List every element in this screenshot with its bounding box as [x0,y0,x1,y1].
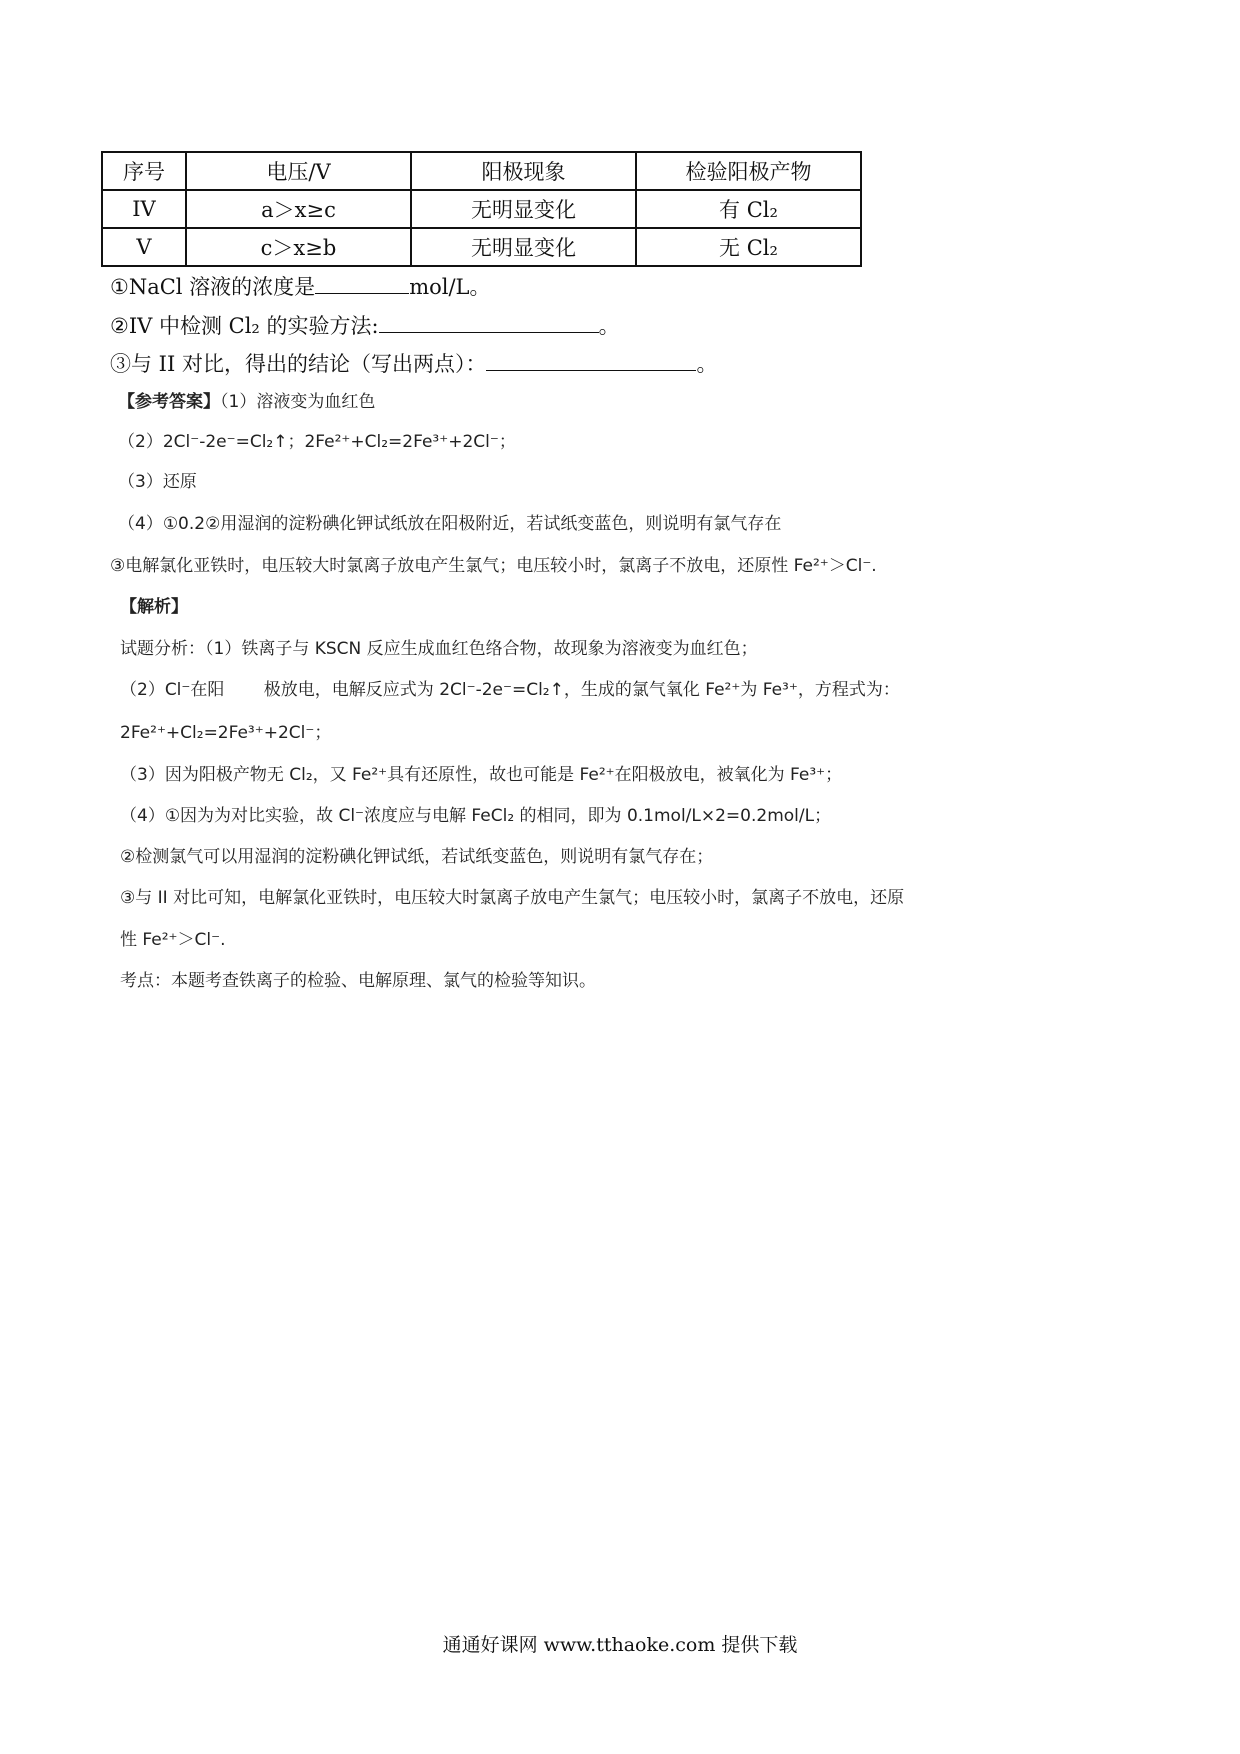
table-cell: IV [102,190,186,228]
answer-line-4: （4）①0.2②用湿润的淀粉碘化钾试纸放在阳极附近，若试纸变蓝色，则说明有氯气存在 [118,514,782,534]
question-2 [110,311,620,341]
question-1-text: ①NaCl 溶液的浓度是 [110,275,316,299]
answer-text: （1）溶液变为血红色 [220,392,376,412]
answer-blank [379,314,599,333]
analysis-line: （2）Cl⁻在阳 极放电，电解反应式为 2Cl⁻-2e⁻=Cl₂↑，生成的氯气氧化 Fe²⁺为 Fe³⁺，方程式为： [120,680,900,700]
answer-line-1 [118,389,375,415]
question-2-end: 。 [598,314,620,338]
question-3-end: 。 [696,352,718,376]
question-1 [110,272,490,302]
table-header-cell: 检验阳极产物 [636,152,861,190]
analysis-line: 2Fe²⁺+Cl₂=2Fe³⁺+2Cl⁻； [120,723,332,743]
question-3 [110,349,717,379]
analysis-line: ③与 II 对比可知，电解氯化亚铁时，电压较大时氯离子放电产生氯气；电压较小时，氯离子不放电，还原 [120,888,905,908]
table-cell: 无明显变化 [411,190,636,228]
answer-line-3: （3）还原 [118,472,197,492]
analysis-line: 试题分析：（1）铁离子与 KSCN 反应生成血红色络合物，故现象为溶液变为血红色； [120,639,758,659]
table-cell: c＞x≥b [186,228,411,266]
analysis-line: （3）因为阳极产物无 Cl₂，又 Fe²⁺具有还原性，故也可能是 Fe²⁺在阳极放电，被氧化为 Fe³⁺； [120,765,843,785]
answer-blank [486,352,696,371]
table-cell: 有 Cl₂ [636,190,861,228]
table-cell: 无明显变化 [411,228,636,266]
answer-blank [315,275,409,294]
footer-credit: 通通好课网 www.tthaoke.com 提供下载 [442,1634,798,1656]
analysis-heading: 【解析】 [120,597,188,617]
experiment-table [101,151,862,267]
table-header-cell: 电压/V [186,152,411,190]
table-header-row [102,152,861,190]
table-header-cell: 序号 [102,152,186,190]
question-2-text: ②IV 中检测 Cl₂ 的实验方法: [110,314,379,338]
question-1-unit: mol/L。 [409,275,491,299]
analysis-line: （4）①因为为对比实验，故 Cl⁻浓度应与电解 FeCl₂ 的相同，即为 0.1mol/L×2=0.2mol/L； [120,806,832,826]
analysis-line: 性 Fe²⁺＞Cl⁻. [120,930,226,950]
table-header-cell: 阳极现象 [411,152,636,190]
analysis-line: 考点：本题考查铁离子的检验、电解原理、氯气的检验等知识。 [120,971,596,991]
analysis-line: ②检测氯气可以用湿润的淀粉碘化钾试纸，若试纸变蓝色，则说明有氯气存在； [120,847,714,867]
table-row [102,228,861,266]
answer-line-5: ③电解氯化亚铁时，电压较大时氯离子放电产生氯气；电压较小时，氯离子不放电，还原性 Fe²⁺＞Cl⁻. [110,556,877,576]
table-row [102,190,861,228]
table-cell: V [102,228,186,266]
question-3-text: ③与 II 对比，得出的结论（写出两点）： [110,352,487,376]
table-cell: 无 Cl₂ [636,228,861,266]
answer-line-2: （2）2Cl⁻-2e⁻=Cl₂↑；2Fe²⁺+Cl₂=2Fe³⁺+2Cl⁻； [118,432,516,452]
answer-heading: 【参考答案】 [118,392,220,412]
table-cell: a＞x≥c [186,190,411,228]
